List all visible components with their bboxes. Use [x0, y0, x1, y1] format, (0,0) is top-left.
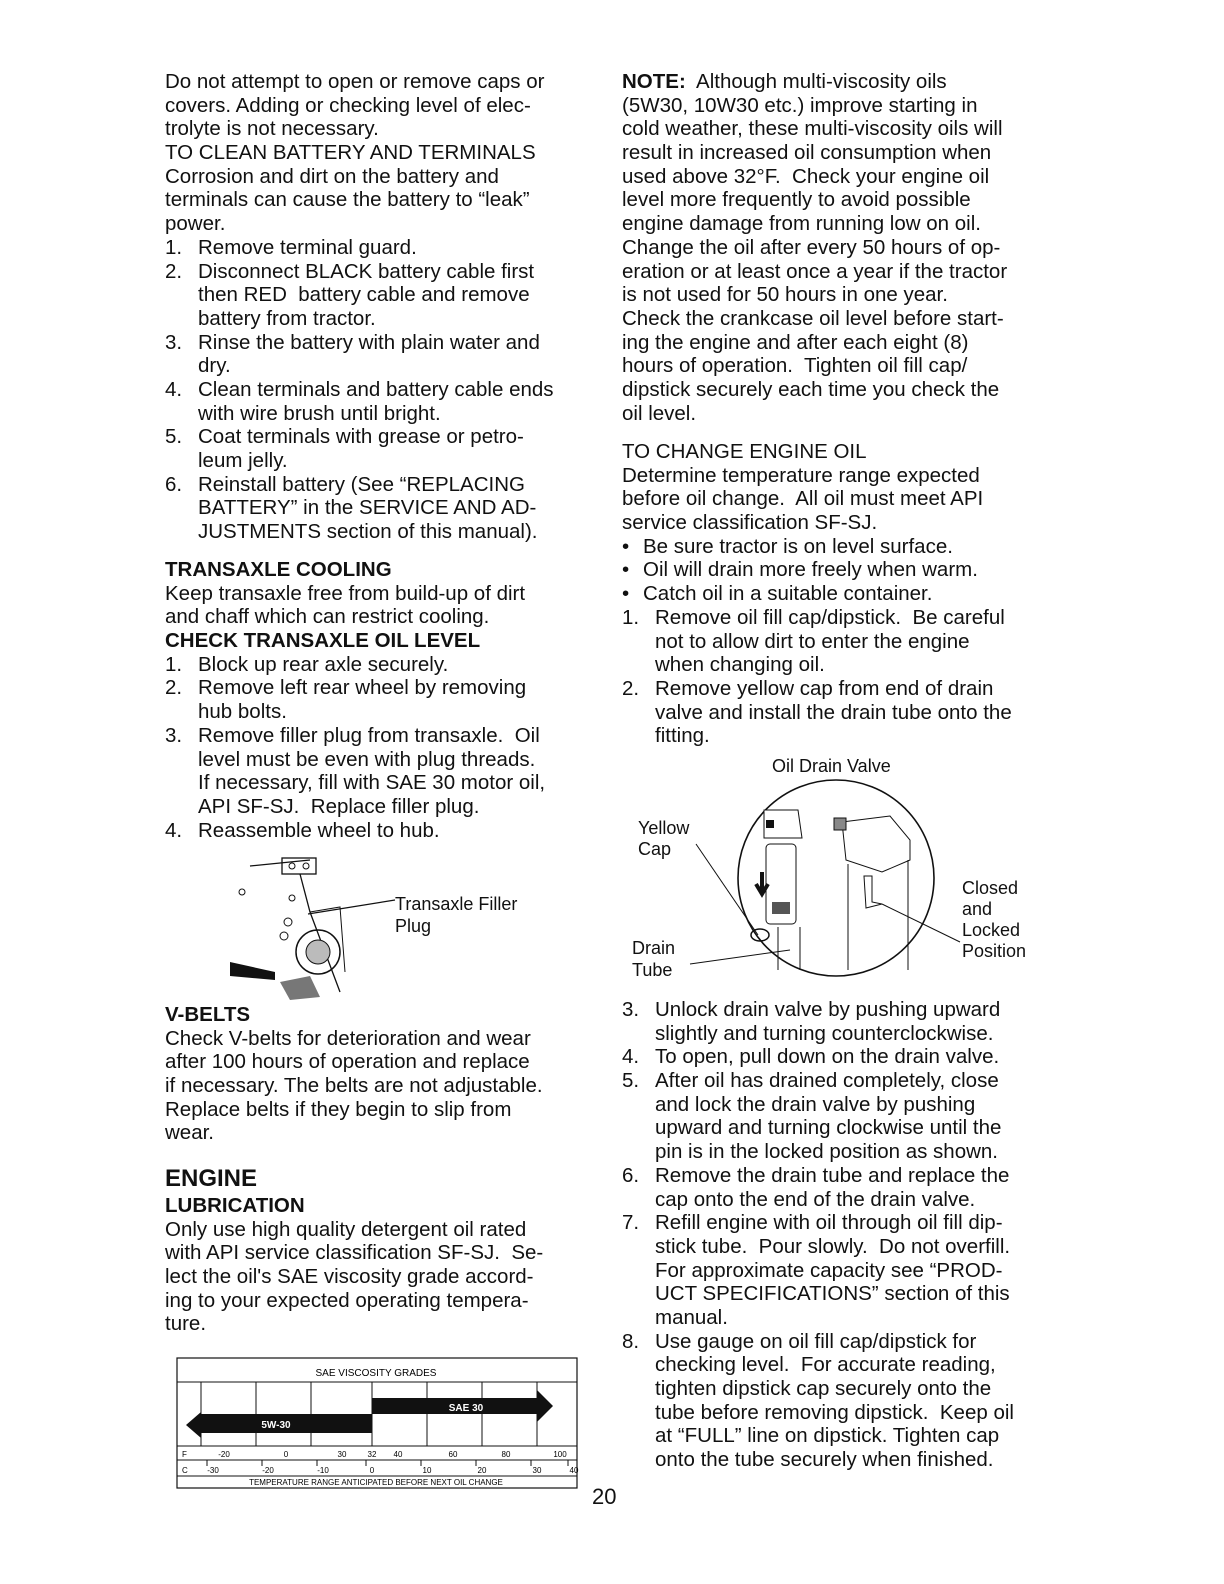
closed-locked-label-3: Locked	[962, 920, 1021, 940]
list-item	[622, 677, 1062, 748]
item-text	[165, 260, 605, 331]
c-axis-label: C	[182, 1466, 188, 1475]
text-line: Remove left rear wheel by removing	[198, 676, 527, 700]
text-line: Check the crankcase oil level before start-	[622, 306, 1004, 330]
c-tick-label: -20	[262, 1466, 274, 1475]
oil-note-section	[622, 70, 1062, 425]
item-text	[165, 473, 605, 544]
item-text	[622, 1330, 1062, 1472]
list-item	[622, 1164, 1062, 1211]
item-number: 3.	[165, 330, 183, 354]
f-tick-label: 40	[393, 1450, 403, 1459]
text-line: valve and install the drain tube onto the	[655, 700, 1012, 724]
item-number: 1.	[165, 235, 183, 259]
item-text	[622, 998, 1062, 1045]
item-text	[165, 676, 605, 723]
drain-tube-label-1: Drain	[632, 938, 676, 958]
change-oil-section	[622, 440, 1062, 748]
c-tick-label: -30	[207, 1466, 219, 1475]
text-line: at “FULL” line on dipstick. Tighten cap	[655, 1424, 1000, 1448]
item-number: 4.	[165, 377, 183, 401]
item-number: 3.	[622, 998, 640, 1021]
text-line: cold weather, these multi-viscosity oils will	[622, 117, 1003, 141]
text-line: terminals can cause the battery to “leak”	[165, 188, 530, 212]
item-number: 4.	[165, 818, 183, 842]
text-line: Reassemble wheel to hub.	[198, 818, 440, 842]
transaxle-figure	[220, 852, 560, 1002]
text-line: V-BELTS	[165, 1003, 251, 1026]
subheading	[165, 629, 605, 653]
text-line: Catch oil in a suitable container.	[643, 582, 933, 606]
text-line: TRANSAXLE COOLING	[165, 558, 392, 581]
text-line: checking level. For accurate reading,	[655, 1353, 996, 1377]
yellow-cap-label-2: Cap	[638, 839, 672, 859]
item-number: 4.	[622, 1045, 640, 1069]
c-tick-label: 40	[569, 1466, 579, 1475]
text-line: Do not attempt to open or remove caps or	[165, 70, 545, 93]
list-item	[165, 236, 605, 260]
text-line: Change the oil after every 50 hours of op-	[622, 235, 1001, 259]
paragraph	[165, 1027, 605, 1145]
item-number: 8.	[622, 1329, 640, 1353]
change-oil-steps	[622, 998, 1062, 1472]
text-line: hours of operation. Tighten oil fill cap/	[622, 354, 968, 378]
text-line: then RED battery cable and remove	[198, 283, 530, 307]
text-line: battery from tractor.	[198, 306, 376, 330]
item-text	[165, 236, 605, 260]
page-number: 20	[592, 1484, 617, 1509]
f-tick-label: 60	[448, 1450, 458, 1459]
list-item	[165, 473, 605, 544]
text-line: ing to your expected operating tempera-	[165, 1288, 529, 1312]
list-item	[622, 998, 1062, 1045]
paragraph	[165, 70, 605, 141]
item-text	[165, 819, 605, 843]
text-line: TO CLEAN BATTERY AND TERMINALS	[165, 141, 536, 165]
text-line: slightly and turning counterclockwise.	[655, 1021, 994, 1045]
yellow-cap-label-1: Yellow	[638, 818, 690, 838]
text-line: Determine temperature range expected	[622, 463, 980, 487]
item-number: 3.	[165, 723, 183, 747]
list-item	[165, 819, 605, 843]
list-item	[165, 260, 605, 331]
item-text	[622, 582, 1062, 606]
item-number: 5.	[165, 425, 183, 449]
text-line: service classification SF-SJ.	[622, 511, 878, 535]
item-text	[165, 378, 605, 425]
list-item	[165, 425, 605, 472]
text-line: Refill engine with oil through oil fill dip-	[655, 1211, 1003, 1235]
text-line: oil level.	[622, 401, 697, 425]
text-line: BATTERY” in the SERVICE AND AD-	[198, 496, 537, 520]
c-tick-label: 20	[477, 1466, 487, 1475]
closed-locked-label-1: Closed	[962, 878, 1019, 898]
text-line: (5W30, 10W30 etc.) improve starting in	[622, 93, 978, 117]
text-line: Unlock drain valve by pushing upward	[655, 998, 1001, 1021]
vbelts-section	[165, 1003, 605, 1145]
text-line: dry.	[198, 354, 231, 378]
paragraph	[622, 70, 1062, 425]
text-line: Remove the drain tube and replace the	[655, 1163, 1010, 1187]
text-line: Coat terminals with grease or petro-	[198, 425, 524, 449]
f-tick-label: 32	[367, 1450, 377, 1459]
text-line: stick tube. Pour slowly. Do not overfill.	[655, 1234, 1011, 1258]
f-tick-label: -20	[218, 1450, 230, 1459]
closed-locked-label-2: and	[962, 899, 993, 919]
text-line: pin is in the locked position as shown.	[655, 1140, 999, 1164]
c-tick-label: 0	[369, 1466, 375, 1475]
text-line: Only use high quality detergent oil rated	[165, 1217, 527, 1241]
text-line: Clean terminals and battery cable ends	[198, 377, 554, 401]
text-line: Be sure tractor is on level surface.	[643, 534, 953, 558]
paragraph	[622, 440, 1062, 464]
item-text	[622, 677, 1062, 748]
text-line: lect the oil's SAE viscosity grade accord-	[165, 1265, 534, 1289]
text-line: Remove yellow cap from end of drain	[655, 676, 994, 700]
list-item	[165, 724, 605, 819]
c-tick-label: 30	[532, 1466, 542, 1475]
text-line: power.	[165, 212, 226, 236]
line-text: Although multi-viscosity oils	[685, 70, 947, 93]
text-line: onto the tube securely when finished.	[655, 1448, 994, 1472]
bullet-marker: •	[622, 534, 630, 558]
f-tick-label: 0	[283, 1450, 289, 1459]
c-tick-label: -10	[317, 1466, 329, 1475]
text-line: Disconnect BLACK battery cable first	[198, 259, 535, 283]
text-line: After oil has drained completely, close	[655, 1069, 999, 1093]
text-line: level more frequently to avoid possible	[622, 188, 971, 212]
item-text	[165, 653, 605, 677]
text-line: Use gauge on oil fill cap/dipstick for	[655, 1329, 977, 1353]
item-text	[622, 1164, 1062, 1211]
paragraph	[165, 141, 605, 165]
c-tick-label: 10	[422, 1466, 432, 1475]
item-text	[622, 1045, 1062, 1069]
item-number: 6.	[622, 1163, 640, 1187]
closed-locked-label-4: Position	[962, 941, 1027, 961]
text-line: not to allow dirt to enter the engine	[655, 629, 970, 653]
engine-lubrication-section	[165, 1163, 605, 1336]
text-line: tighten dipstick cap securely onto the	[655, 1377, 992, 1400]
text-line: before oil change. All oil must meet API	[622, 487, 984, 511]
text-line: when changing oil.	[655, 653, 825, 677]
f-tick-label: 80	[501, 1450, 511, 1459]
text-line: covers. Adding or checking level of elec-	[165, 93, 531, 117]
label-sae30: SAE 30	[448, 1403, 484, 1414]
text-line: Rinse the battery with plain water and	[198, 330, 540, 354]
transaxle-illustration	[220, 852, 560, 1002]
item-text	[165, 331, 605, 378]
text-line: manual.	[655, 1305, 728, 1329]
paragraph	[165, 165, 605, 236]
text-line: Remove oil fill cap/dipstick. Be careful	[655, 605, 1005, 629]
text-line: eration or at least once a year if the tractor	[622, 259, 1008, 283]
text-line: Keep transaxle free from build-up of dirt	[165, 581, 526, 605]
bullet-marker: •	[622, 582, 630, 606]
item-text	[622, 558, 1062, 582]
list-item	[622, 606, 1062, 677]
bold-label: NOTE:	[622, 70, 686, 93]
transaxle-filler-label-1: Transaxle Filler	[395, 894, 518, 914]
oil-drain-figure	[620, 752, 1040, 992]
text-line: ture.	[165, 1312, 207, 1336]
list-item	[622, 1330, 1062, 1472]
f-tick-label: 100	[553, 1450, 567, 1459]
text-line: To open, pull down on the drain valve.	[655, 1045, 1000, 1069]
item-text	[622, 606, 1062, 677]
text-line: ing the engine and after each eight (8)	[622, 330, 969, 354]
text-line: API SF-SJ. Replace filler plug.	[198, 794, 480, 818]
text-line: leum jelly.	[198, 449, 288, 472]
bullet-marker: •	[622, 558, 630, 582]
paragraph	[622, 464, 1062, 535]
text-line: TO CHANGE ENGINE OIL	[622, 440, 867, 463]
text-line: fitting.	[655, 724, 710, 748]
item-text	[622, 535, 1062, 559]
list-item	[622, 1045, 1062, 1069]
text-line: Corrosion and dirt on the battery and	[165, 164, 499, 188]
text-line: result in increased oil consumption when	[622, 141, 992, 165]
paragraph	[165, 1218, 605, 1336]
battery-section	[165, 70, 605, 544]
text-line: wear.	[165, 1121, 214, 1145]
text-line: If necessary, fill with SAE 30 motor oil,	[198, 771, 546, 795]
item-number: 2.	[165, 676, 183, 700]
list-item	[165, 331, 605, 378]
item-number: 2.	[622, 676, 640, 700]
chart-title: SAE VISCOSITY GRADES	[315, 1368, 437, 1379]
f-axis-label: F	[182, 1450, 187, 1459]
text-line: Replace belts if they begin to slip from	[165, 1097, 512, 1121]
text-line: and chaff which can restrict cooling.	[165, 605, 490, 629]
item-number: 1.	[165, 652, 183, 676]
bullet-item	[622, 535, 1062, 559]
text-line: hub bolts.	[198, 700, 287, 724]
transaxle-filler-label-2: Plug	[395, 916, 432, 936]
item-number: 7.	[622, 1211, 640, 1235]
list-item	[165, 676, 605, 723]
item-text	[165, 425, 605, 472]
text-line: if necessary. The belts are not adjustable.	[165, 1074, 543, 1098]
bullet-item	[622, 558, 1062, 582]
text-line: CHECK TRANSAXLE OIL LEVEL	[165, 629, 481, 653]
text-line: with API service classification SF-SJ. Se-	[165, 1241, 544, 1265]
text-line: tube before removing dipstick. Keep oil	[655, 1400, 1014, 1424]
text-line: used above 32°F. Check your engine oil	[622, 164, 990, 188]
text-line: trolyte is not necessary.	[165, 117, 379, 141]
text-line: engine damage from running low on oil.	[622, 212, 981, 236]
text-line: and lock the drain valve by pushing	[655, 1092, 976, 1116]
text-line: Reinstall battery (See “REPLACING	[198, 472, 525, 496]
text-line: cap onto the end of the drain valve.	[655, 1187, 976, 1211]
item-text	[622, 1211, 1062, 1329]
bullet-item	[622, 582, 1062, 606]
list-item	[165, 653, 605, 677]
item-text	[622, 1069, 1062, 1164]
item-number: 1.	[622, 605, 640, 629]
text-line: Oil will drain more freely when warm.	[643, 558, 978, 582]
text-line	[622, 70, 1062, 94]
list-item	[622, 1069, 1062, 1164]
text-line: Check V-belts for deterioration and wear	[165, 1026, 531, 1050]
subheading	[165, 1194, 605, 1218]
text-line: after 100 hours of operation and replace	[165, 1050, 530, 1074]
text-line: with wire brush until bright.	[198, 401, 441, 425]
item-number: 5.	[622, 1069, 640, 1093]
text-line: For approximate capacity see “PROD-	[655, 1258, 1003, 1282]
text-line: ENGINE	[165, 1165, 258, 1192]
transaxle-section	[165, 558, 605, 842]
oil-drain-valve-title: Oil Drain Valve	[772, 756, 891, 776]
list-item	[165, 378, 605, 425]
text-line: Remove terminal guard.	[198, 235, 417, 259]
text-line: UCT SPECIFICATIONS” section of this	[655, 1282, 1010, 1306]
item-text	[165, 724, 605, 819]
f-tick-label: 30	[337, 1450, 347, 1459]
item-number: 2.	[165, 259, 183, 283]
text-line: Remove filler plug from transaxle. Oil	[198, 723, 540, 747]
label-5w30: 5W-30	[261, 1420, 291, 1431]
item-number: 6.	[165, 472, 183, 496]
text-line: LUBRICATION	[165, 1194, 305, 1217]
list-item	[622, 1211, 1062, 1329]
text-line: JUSTMENTS section of this manual).	[198, 520, 538, 544]
sae-viscosity-chart	[176, 1356, 582, 1490]
text-line: dipstick securely each time you check the	[622, 377, 1000, 401]
paragraph	[165, 582, 605, 629]
text-line: is not used for 50 hours in one year.	[622, 283, 948, 307]
drain-tube-label-2: Tube	[632, 960, 673, 980]
subheading	[165, 1003, 605, 1027]
section-title	[165, 1163, 605, 1194]
text-line: Block up rear axle securely.	[198, 652, 449, 676]
text-line: level must be even with plug threads.	[198, 747, 536, 771]
chart-xlabel: TEMPERATURE RANGE ANTICIPATED BEFORE NEXT OIL CHANGE	[249, 1478, 503, 1487]
text-line: upward and turning clockwise until the	[655, 1116, 1002, 1140]
subheading	[165, 558, 605, 582]
